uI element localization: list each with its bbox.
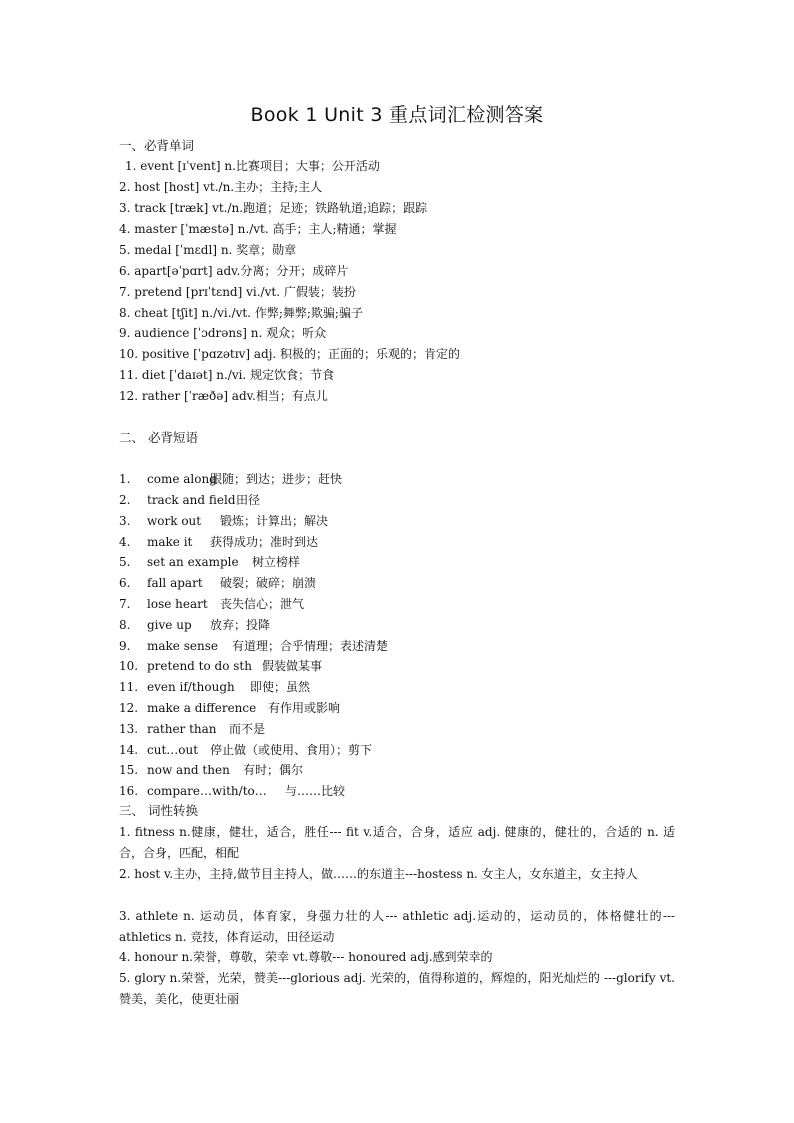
- phrase-english: give up: [147, 618, 192, 632]
- phrase-chinese: 有作用或影响: [268, 701, 341, 715]
- phrase-chinese: 有道理；合乎情理；表述清楚: [232, 639, 389, 653]
- phrase-chinese: 树立榜样: [252, 555, 301, 569]
- phrase-english: fall apart: [147, 576, 203, 590]
- phrase-english: pretend to do sth: [147, 659, 252, 673]
- phrase-chinese: 破裂；破碎；崩溃: [220, 576, 317, 590]
- phrase-row: [119, 677, 310, 697]
- phrase-english: even if/though: [147, 680, 235, 694]
- phrase-number: 1.: [119, 472, 131, 486]
- phrase-row: [119, 740, 372, 760]
- phrase-number: 7.: [119, 597, 131, 611]
- word-item: 9. audience [ˈɔdrəns] n. 观众；听众: [119, 326, 327, 340]
- phrase-number: 5.: [119, 555, 131, 569]
- phrase-number: 4.: [119, 535, 131, 549]
- phrase-chinese: 获得成功；准时到达: [210, 535, 319, 549]
- phrase-number: 9.: [119, 639, 131, 653]
- phrase-row: [119, 615, 270, 635]
- phrase-row: [119, 532, 318, 552]
- conversion-item: 2. host v.主办，主持,做节目主持人，做……的东道主---hostess n. 女主人，女东道主，女主持人: [119, 867, 638, 881]
- phrase-english: track and field: [147, 493, 236, 507]
- phrase-number: 14.: [119, 743, 139, 757]
- word-item: 12. rather [ˈræðə] adv.相当；有点儿: [119, 389, 328, 403]
- phrase-number: 11.: [119, 680, 139, 694]
- phrase-english: make it: [147, 535, 193, 549]
- word-item: 8. cheat [tʃit] n./vi./vt. 作弊;舞弊;欺骗;骗子: [119, 306, 363, 320]
- conversion-item: 5. glory n.荣誉，光荣，赞美---glorious adj. 光荣的，值得称道的，辉煌的，阳光灿烂的 ---glorify vt. 赞美，美化，使更壮丽: [119, 971, 675, 1006]
- phrase-number: 15.: [119, 763, 139, 777]
- word-item: 7. pretend [prɪˈtɛnd] vi./vt. 广假装；装扮: [119, 285, 356, 299]
- phrase-number: 12.: [119, 701, 139, 715]
- phrase-english: rather than: [147, 722, 217, 736]
- phrase-row: [119, 719, 265, 739]
- word-item: 6. apart[əˈpɑrt] adv.分离；分开；成碎片: [119, 264, 349, 278]
- phrase-english: compare…with/to…: [147, 784, 267, 798]
- phrase-row: [119, 573, 316, 593]
- phrase-chinese: 停止做（或使用、食用）；剪下: [210, 743, 373, 757]
- phrase-row: [119, 594, 304, 614]
- phrase-number: 16.: [119, 784, 139, 798]
- phrase-chinese: 放弃；投降: [210, 618, 271, 632]
- phrase-chinese: 与……比较: [285, 784, 346, 798]
- conversion-item: 1. fitness n.健康，健壮，适合，胜任--- fit v.适合，合身，适应 adj. 健康的，健壮的，合适的 n. 适合，合身，匹配，相配: [119, 825, 675, 860]
- word-item: 11. diet [ˈdaɪət] n./vi. 规定饮食；节食: [119, 368, 335, 382]
- phrase-chinese: 假装做某事: [262, 659, 323, 673]
- phrase-chinese: 田径: [236, 493, 261, 507]
- phrase-number: 8.: [119, 618, 131, 632]
- phrase-chinese: 即使；虽然: [250, 680, 311, 694]
- word-item: 5. medal [ˈmɛdl] n. 奖章；勋章: [119, 243, 297, 257]
- phrase-chinese: 有时；偶尔: [243, 763, 304, 777]
- phrase-row: [119, 636, 388, 656]
- word-item: 3. track [træk] vt./n.跑道；足迹；铁路轨道;追踪；跟踪: [119, 201, 428, 215]
- phrase-row: [119, 469, 342, 489]
- phrase-english: come along: [147, 472, 217, 486]
- phrase-english: lose heart: [147, 597, 208, 611]
- word-item: 2. host [host] vt./n.主办；主持;主人: [119, 180, 323, 194]
- conversion-item: 3. athlete n. 运动员，体育家，身强力壮的人--- athletic adj.运动的，运动员的，体格健壮的---athletics n. 竞技，体育运动，田径运动: [119, 909, 675, 944]
- phrase-row: [119, 760, 303, 780]
- phrase-english: now and then: [147, 763, 230, 777]
- phrase-number: 13.: [119, 722, 139, 736]
- phrase-row: [119, 698, 340, 718]
- word-item: 4. master [ˈmæstə] n./vt. 高手；主人;精通；掌握: [119, 222, 397, 236]
- document-title: Book 1 Unit 3 重点词汇检测答案: [250, 104, 544, 126]
- section-3-heading: 三、 词性转换: [119, 803, 198, 818]
- phrase-chinese: 跟随；到达；进步；赶快: [210, 472, 343, 486]
- section-1-heading: 一、必背单词: [119, 138, 195, 153]
- phrase-chinese: 丧失信心；泄气: [220, 597, 305, 611]
- phrase-row: [119, 490, 260, 510]
- section-2-heading: 二、 必背短语: [119, 430, 198, 445]
- phrase-english: make sense: [147, 639, 218, 653]
- phrase-english: work out: [147, 514, 202, 528]
- phrase-row: [119, 511, 328, 531]
- word-item: 1. event [ɪˈvent] n.比赛项目；大事；公开活动: [125, 159, 380, 173]
- phrase-row: [119, 552, 300, 572]
- phrase-english: set an example: [147, 555, 239, 569]
- phrase-row: [119, 781, 345, 801]
- conversion-item: 4. honour n.荣誉，尊敬，荣幸 vt.尊敬--- honoured adj.感到荣幸的: [119, 950, 493, 964]
- word-item: 10. positive [ˈpɑzətɪv] adj. 积极的；正面的；乐观的；肯定的: [119, 347, 461, 361]
- phrase-number: 6.: [119, 576, 131, 590]
- phrase-english: make a difference: [147, 701, 257, 715]
- phrase-english: cut…out: [147, 743, 199, 757]
- phrase-chinese: 而不是: [229, 722, 266, 736]
- phrase-chinese: 锻炼；计算出；解决: [220, 514, 329, 528]
- phrase-number: 10.: [119, 659, 139, 673]
- phrase-number: 2.: [119, 493, 131, 507]
- phrase-number: 3.: [119, 514, 131, 528]
- phrase-row: [119, 656, 322, 676]
